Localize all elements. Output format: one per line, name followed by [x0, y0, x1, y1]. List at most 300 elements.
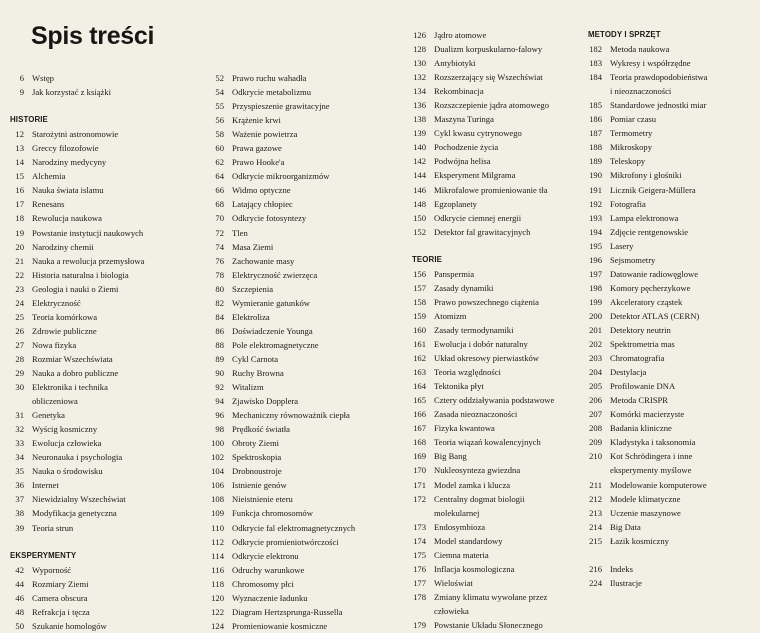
toc-entry[interactable] [586, 407, 760, 421]
toc-entry[interactable] [586, 421, 760, 435]
toc-column-2 [186, 28, 382, 631]
toc-entry-page-number: 34 [15, 452, 24, 463]
toc-entry[interactable] [410, 435, 572, 449]
toc-entry-page-number: 168 [413, 437, 426, 448]
toc-entry[interactable] [410, 478, 572, 492]
toc-entry-continuation[interactable] [8, 394, 186, 408]
toc-entry-continuation[interactable] [586, 463, 760, 477]
toc-entry-page-number: 68 [215, 199, 224, 210]
toc-entry-page-number: 134 [413, 86, 426, 97]
toc-column-3 [382, 28, 572, 630]
toc-entry-page-number: 214 [589, 521, 602, 532]
toc-entry[interactable] [8, 352, 186, 366]
toc-entry-label: Zjawisko Dopplera [232, 396, 299, 407]
toc-entry[interactable] [208, 535, 382, 549]
toc-entry[interactable] [586, 281, 760, 295]
toc-entry-page-number: 160 [413, 324, 426, 335]
toc-entry[interactable] [208, 113, 382, 127]
toc-entry-page-number: 78 [215, 269, 224, 280]
toc-entry-label: Wstęp [32, 73, 54, 83]
toc-entry[interactable] [8, 591, 186, 605]
toc-entry[interactable] [586, 576, 760, 590]
toc-entry[interactable] [208, 268, 382, 282]
toc-entry-label: Wykresy i współrzędne [610, 58, 691, 69]
toc-entry[interactable] [208, 71, 382, 85]
toc-entry[interactable] [410, 492, 572, 506]
toc-entry-label: Cztery oddziaływania podstawowe [434, 395, 555, 406]
toc-entry[interactable] [586, 520, 760, 534]
toc-entry[interactable] [208, 422, 382, 436]
toc-entry[interactable] [586, 183, 760, 197]
toc-entry[interactable] [8, 211, 186, 225]
toc-entry[interactable] [410, 84, 572, 98]
toc-entry-page-number: 122 [211, 606, 224, 617]
toc-entry[interactable] [586, 478, 760, 492]
toc-entry-label: Teoria strun [32, 522, 74, 533]
toc-entry[interactable] [410, 211, 572, 225]
toc-entry[interactable] [8, 577, 186, 591]
toc-entry-page-number: 179 [413, 619, 426, 630]
toc-entry[interactable] [8, 521, 186, 535]
toc-entry-page-number: 114 [211, 550, 224, 561]
toc-entry[interactable] [586, 197, 760, 211]
toc-entry-page-number: 118 [211, 578, 224, 589]
toc-entry-label: Modele klimatyczne [610, 493, 681, 504]
toc-entry[interactable] [586, 42, 760, 56]
toc-entry[interactable] [8, 366, 186, 380]
toc-entry-page-number: 48 [15, 606, 24, 617]
toc-entry[interactable] [586, 98, 760, 112]
toc-entry-page-number: 70 [215, 213, 224, 224]
toc-entry-label: Odkrycie promieniotwórczości [232, 536, 339, 547]
toc-entry-label: Detektor ATLAS (CERN) [610, 310, 700, 321]
toc-entry[interactable] [8, 408, 186, 422]
toc-entry[interactable] [410, 590, 572, 604]
toc-entry-page-number: 161 [413, 339, 426, 350]
toc-entry[interactable] [8, 268, 186, 282]
toc-entry[interactable] [8, 141, 186, 155]
toc-entry-page-number: 199 [589, 296, 602, 307]
toc-entry[interactable] [586, 393, 760, 407]
toc-entry[interactable] [8, 197, 186, 211]
toc-entry[interactable] [208, 127, 382, 141]
toc-entry-page-number: 92 [215, 382, 224, 393]
toc-entry-page-number: 72 [215, 227, 224, 238]
toc-entry[interactable] [8, 85, 186, 99]
toc-entry[interactable] [586, 70, 760, 84]
toc-entry-label: Wieloświat [434, 577, 473, 588]
toc-entry-page-number: 54 [215, 87, 224, 98]
toc-entry-label: Widmo optyczne [232, 185, 291, 196]
toc-entry[interactable] [586, 337, 760, 351]
toc-entry[interactable] [208, 366, 382, 380]
toc-entry[interactable] [8, 605, 186, 619]
toc-entry[interactable] [208, 436, 382, 450]
toc-entry-label: Odkrycie ciemnej energii [434, 212, 522, 223]
toc-entry-label: Nukleosynteza gwiezdna [434, 465, 521, 476]
toc-entry-page-number: 24 [15, 297, 24, 308]
toc-entry[interactable] [208, 338, 382, 352]
toc-entry-label: Prawo ruchu wahadła [232, 73, 307, 83]
toc-entry-page-number: 82 [215, 297, 224, 308]
toc-entry[interactable] [208, 324, 382, 338]
toc-entry[interactable] [410, 520, 572, 534]
toc-entry-page-number: 146 [413, 184, 426, 195]
toc-entry-page-number: 184 [589, 72, 602, 83]
toc-entry-label: Teoria względności [434, 367, 501, 378]
toc-column-4 [572, 28, 760, 588]
toc-entry[interactable] [586, 449, 760, 463]
toc-entry-label: Mikroskopy [610, 142, 653, 153]
toc-entry-label: Chromosomy płci [232, 578, 294, 589]
toc-entry-label: Genetyka [32, 410, 65, 421]
toc-entry[interactable] [8, 492, 186, 506]
toc-entry[interactable] [8, 183, 186, 197]
toc-entry-page-number: 170 [413, 465, 426, 476]
toc-entry[interactable] [410, 365, 572, 379]
toc-entry-label: Fotografia [610, 198, 646, 209]
toc-entry[interactable] [586, 140, 760, 154]
toc-entry-label: Zachowanie masy [232, 255, 295, 266]
toc-entry[interactable] [410, 126, 572, 140]
toc-entry[interactable] [586, 506, 760, 520]
toc-entry-page-number: 88 [215, 339, 224, 350]
toc-entry[interactable] [586, 112, 760, 126]
toc-entry[interactable] [410, 168, 572, 182]
toc-entry-page-number: 164 [413, 381, 426, 392]
toc-entry-label: Model zamka i klucza [434, 479, 511, 490]
toc-entry[interactable] [208, 169, 382, 183]
toc-entry[interactable] [410, 449, 572, 463]
toc-entry[interactable] [586, 323, 760, 337]
toc-entry-label: Chromatografia [610, 353, 665, 364]
toc-entry-label: Sejsmometry [610, 254, 656, 265]
toc-entry[interactable] [410, 197, 572, 211]
toc-entry-label: Ruchy Browna [232, 367, 284, 378]
section-header: EKSPERYMENTY [10, 550, 77, 560]
toc-entry[interactable] [586, 351, 760, 365]
toc-entry-label: Alchemia [32, 171, 66, 182]
toc-entry[interactable] [586, 239, 760, 253]
toc-entry-label: Układ okresowy pierwiastków [434, 353, 540, 364]
toc-entry[interactable] [586, 126, 760, 140]
toc-entry-label: Mikrofony i głośniki [610, 170, 682, 181]
toc-entry-continuation[interactable] [410, 506, 572, 520]
toc-entry[interactable] [410, 112, 572, 126]
toc-entry[interactable] [410, 576, 572, 590]
toc-entry-page-number: 104 [211, 466, 224, 477]
toc-entry-label: Kladystyka i taksonomia [610, 437, 696, 448]
toc-entry-page-number: 126 [413, 30, 426, 40]
toc-entry-label: Pole elektromagnetyczne [232, 339, 319, 350]
toc-entry-page-number: 110 [211, 522, 224, 533]
toc-entry[interactable] [410, 98, 572, 112]
toc-entry-page-number: 56 [215, 115, 224, 126]
toc-entry[interactable] [208, 99, 382, 113]
toc-entry[interactable] [410, 421, 572, 435]
toc-entry-page-number: 12 [15, 129, 24, 140]
toc-entry-label: Detektor fal grawitacyjnych [434, 226, 531, 237]
toc-entry-page-number: 9 [19, 87, 24, 98]
toc-entry-label: Internet [32, 480, 59, 491]
toc-entry-page-number: 178 [413, 591, 426, 602]
toc-entry-page-number: 136 [413, 100, 426, 111]
toc-entry-label: Spektroskopia [232, 452, 282, 463]
toc-entry[interactable] [208, 408, 382, 422]
toc-entry[interactable] [410, 42, 572, 56]
toc-entry-label: Mechaniczny równoważnik ciepła [232, 410, 350, 421]
toc-entry-label: Tektonika płyt [434, 381, 484, 392]
toc-entry-label: Datowanie radiowęglowe [610, 268, 699, 279]
toc-entry[interactable] [8, 506, 186, 520]
toc-entry-label: Rewolucja naukowa [32, 213, 102, 224]
toc-entry[interactable] [586, 562, 760, 576]
toc-entry-page-number: 13 [15, 143, 24, 154]
toc-entry-page-number: 167 [413, 423, 426, 434]
toc-entry[interactable] [410, 267, 572, 281]
toc-entry[interactable] [410, 154, 572, 168]
spacer [410, 239, 572, 253]
toc-entry-label: Rozszerzający się Wszechświat [434, 72, 543, 83]
toc-entry[interactable] [586, 309, 760, 323]
toc-entry-label: Teleskopy [610, 156, 646, 167]
toc-entry-label: Masa Ziemi [232, 241, 274, 252]
toc-entry[interactable] [208, 492, 382, 506]
toc-entry[interactable] [586, 253, 760, 267]
toc-entry[interactable] [410, 407, 572, 421]
toc-entry[interactable] [208, 380, 382, 394]
toc-entry[interactable] [410, 323, 572, 337]
toc-entry[interactable] [8, 422, 186, 436]
toc-entry-continuation[interactable] [586, 84, 760, 98]
page-title: Spis treści [31, 22, 155, 50]
toc-entry-label: Pomiar czasu [610, 114, 657, 125]
toc-entry[interactable] [8, 324, 186, 338]
toc-entry-page-number: 98 [215, 424, 224, 435]
toc-entry-page-number: 194 [589, 226, 602, 237]
toc-entry-label: Narodziny medycyny [32, 157, 107, 168]
toc-entry[interactable] [208, 282, 382, 296]
toc-entry[interactable] [410, 379, 572, 393]
toc-entry-label: Historia naturalna i biologia [32, 269, 129, 280]
toc-entry-label: Standardowe jednostki miar [610, 100, 707, 111]
toc-entry[interactable] [410, 70, 572, 84]
toc-entry-label: Odruchy warunkowe [232, 564, 305, 575]
toc-entry[interactable] [410, 28, 572, 42]
toc-entry[interactable] [586, 267, 760, 281]
toc-entry-page-number: 162 [413, 353, 426, 364]
toc-entry[interactable] [8, 282, 186, 296]
toc-entry-page-number: 106 [211, 480, 224, 491]
toc-entry[interactable] [8, 478, 186, 492]
toc-entry[interactable] [586, 379, 760, 393]
toc-entry[interactable] [8, 127, 186, 141]
toc-entry[interactable] [8, 254, 186, 268]
toc-entry[interactable] [8, 310, 186, 324]
toc-entry-label: Zdrowie publiczne [32, 325, 97, 336]
toc-entry-label: Ewolucja człowieka [32, 438, 102, 449]
toc-entry[interactable] [208, 211, 382, 225]
toc-entry[interactable] [208, 506, 382, 520]
toc-entry[interactable] [208, 141, 382, 155]
toc-entry-label: Zasady termodynamiki [434, 324, 514, 335]
toc-entry-label: Komórki macierzyste [610, 409, 685, 420]
toc-entry[interactable] [8, 380, 186, 394]
toc-entry[interactable] [586, 435, 760, 449]
toc-entry-page-number: 186 [589, 114, 602, 125]
toc-entry[interactable] [8, 296, 186, 310]
toc-entry-label: Big Data [610, 521, 641, 532]
toc-entry[interactable] [410, 281, 572, 295]
toc-entry-page-number: 156 [413, 268, 426, 279]
toc-entry[interactable] [8, 338, 186, 352]
toc-entry-page-number: 30 [15, 382, 24, 393]
spacer [586, 548, 760, 562]
toc-entry[interactable] [208, 464, 382, 478]
toc-entry-page-number: 64 [215, 171, 224, 182]
toc-entry[interactable] [208, 310, 382, 324]
toc-entry-label: Endosymbioza [434, 521, 486, 532]
toc-entry[interactable] [208, 197, 382, 211]
toc-entry[interactable] [208, 478, 382, 492]
toc-entry[interactable] [410, 618, 572, 632]
toc-entry-page-number: 213 [589, 507, 602, 518]
toc-entry[interactable] [410, 225, 572, 239]
toc-entry-label: Modyfikacja genetyczna [32, 508, 117, 519]
toc-entry[interactable] [208, 226, 382, 240]
toc-entry[interactable] [208, 394, 382, 408]
toc-entry[interactable] [410, 351, 572, 365]
toc-entry-page-number: 172 [413, 493, 426, 504]
toc-entry-label: Szukanie homologów [32, 620, 107, 631]
toc-entry[interactable] [8, 619, 186, 633]
toc-entry[interactable] [410, 309, 572, 323]
toc-entry-label: Jak korzystać z książki [32, 87, 111, 98]
toc-entry[interactable] [208, 254, 382, 268]
toc-entry-page-number: 100 [211, 438, 224, 449]
toc-entry-label: Ewolucja i dobór naturalny [434, 339, 528, 350]
toc-entry[interactable] [208, 183, 382, 197]
toc-entry-page-number: 204 [589, 367, 602, 378]
toc-entry-label: człowieka [434, 605, 469, 616]
toc-entry-page-number: 27 [15, 339, 24, 350]
toc-entry[interactable] [586, 365, 760, 379]
toc-entry-label: Nauka świata islamu [32, 185, 104, 196]
toc-entry[interactable] [410, 562, 572, 576]
toc-entry-page-number: 66 [215, 185, 224, 196]
toc-entry[interactable] [586, 492, 760, 506]
toc-entry-page-number: 60 [215, 143, 224, 154]
toc-entry[interactable] [586, 225, 760, 239]
toc-entry[interactable] [208, 450, 382, 464]
toc-entry-label: Latający chłopiec [232, 199, 293, 210]
toc-entry[interactable] [8, 464, 186, 478]
toc-entry[interactable] [586, 211, 760, 225]
toc-entry[interactable] [208, 240, 382, 254]
toc-entry-page-number: 139 [413, 128, 426, 139]
toc-entry-label: Greccy filozofowie [32, 143, 99, 154]
toc-entry[interactable] [208, 155, 382, 169]
toc-entry-page-number: 102 [211, 452, 224, 463]
toc-entry-page-number: 19 [15, 227, 24, 238]
toc-entry-label: Odkrycie fotosyntezy [232, 213, 307, 224]
toc-entry[interactable] [410, 337, 572, 351]
toc-entry[interactable] [8, 450, 186, 464]
toc-entry[interactable] [586, 154, 760, 168]
toc-entry-page-number: 16 [15, 185, 24, 196]
toc-entry[interactable] [586, 168, 760, 182]
toc-entry[interactable] [208, 577, 382, 591]
toc-entry[interactable] [410, 140, 572, 154]
toc-entry[interactable] [8, 240, 186, 254]
toc-entry[interactable] [8, 169, 186, 183]
toc-entry-label: Obroty Ziemi [232, 438, 280, 449]
toc-entry[interactable] [208, 563, 382, 577]
toc-entry-label: Prędkość światła [232, 424, 290, 435]
toc-entry-label: Prawo powszechnego ciążenia [434, 296, 539, 307]
toc-entry[interactable] [208, 619, 382, 633]
toc-entry-label: Refrakcja i tęcza [32, 606, 90, 617]
toc-entry-label: Niewidzialny Wszechświat [32, 494, 126, 505]
toc-entry[interactable] [586, 56, 760, 70]
toc-entry-page-number: 201 [589, 324, 602, 335]
toc-entry[interactable] [410, 548, 572, 562]
toc-entry-page-number: 17 [15, 199, 24, 210]
toc-entry-page-number: 76 [215, 255, 224, 266]
toc-entry[interactable] [410, 183, 572, 197]
toc-entry[interactable] [410, 463, 572, 477]
toc-entry[interactable] [208, 85, 382, 99]
toc-entry-page-number: 190 [589, 170, 602, 181]
toc-entry[interactable] [410, 393, 572, 407]
toc-entry-page-number: 37 [15, 494, 24, 505]
toc-entry[interactable] [8, 226, 186, 240]
toc-entry[interactable] [208, 296, 382, 310]
toc-entry-label: Diagram Hertzsprunga-Russella [232, 606, 343, 617]
toc-entry-label: i nieoznaczoności [610, 86, 672, 97]
toc-entry[interactable] [8, 155, 186, 169]
toc-entry-page-number: 120 [211, 592, 224, 603]
toc-entry[interactable] [208, 549, 382, 563]
spacer [8, 535, 186, 549]
toc-entry[interactable] [586, 295, 760, 309]
toc-entry[interactable] [208, 591, 382, 605]
toc-entry-label: Rozszczepienie jądra atomowego [434, 100, 550, 111]
toc-entry-label: Rozmiar Wszechświata [32, 353, 113, 364]
toc-entry-page-number: 38 [15, 508, 24, 519]
toc-entry-page-number: 193 [589, 212, 602, 223]
toc-entry-page-number: 177 [413, 577, 426, 588]
toc-entry[interactable] [208, 352, 382, 366]
toc-entry[interactable] [586, 534, 760, 548]
toc-entry[interactable] [208, 521, 382, 535]
toc-entry[interactable] [410, 534, 572, 548]
toc-entry-continuation[interactable] [410, 604, 572, 618]
toc-column-1 [0, 28, 186, 631]
toc-entry-page-number: 20 [15, 241, 24, 252]
toc-entry-page-number: 84 [215, 311, 224, 322]
toc-entry[interactable] [208, 605, 382, 619]
toc-entry[interactable] [8, 71, 186, 85]
toc-entry[interactable] [8, 563, 186, 577]
toc-entry-label: Wyporność [32, 564, 72, 575]
toc-entry-page-number: 207 [589, 409, 602, 420]
toc-entry-label: Prawo Hooke'a [232, 157, 285, 168]
toc-entry-page-number: 132 [413, 72, 426, 83]
toc-entry[interactable] [410, 295, 572, 309]
toc-entry[interactable] [8, 436, 186, 450]
toc-entry[interactable] [410, 56, 572, 70]
